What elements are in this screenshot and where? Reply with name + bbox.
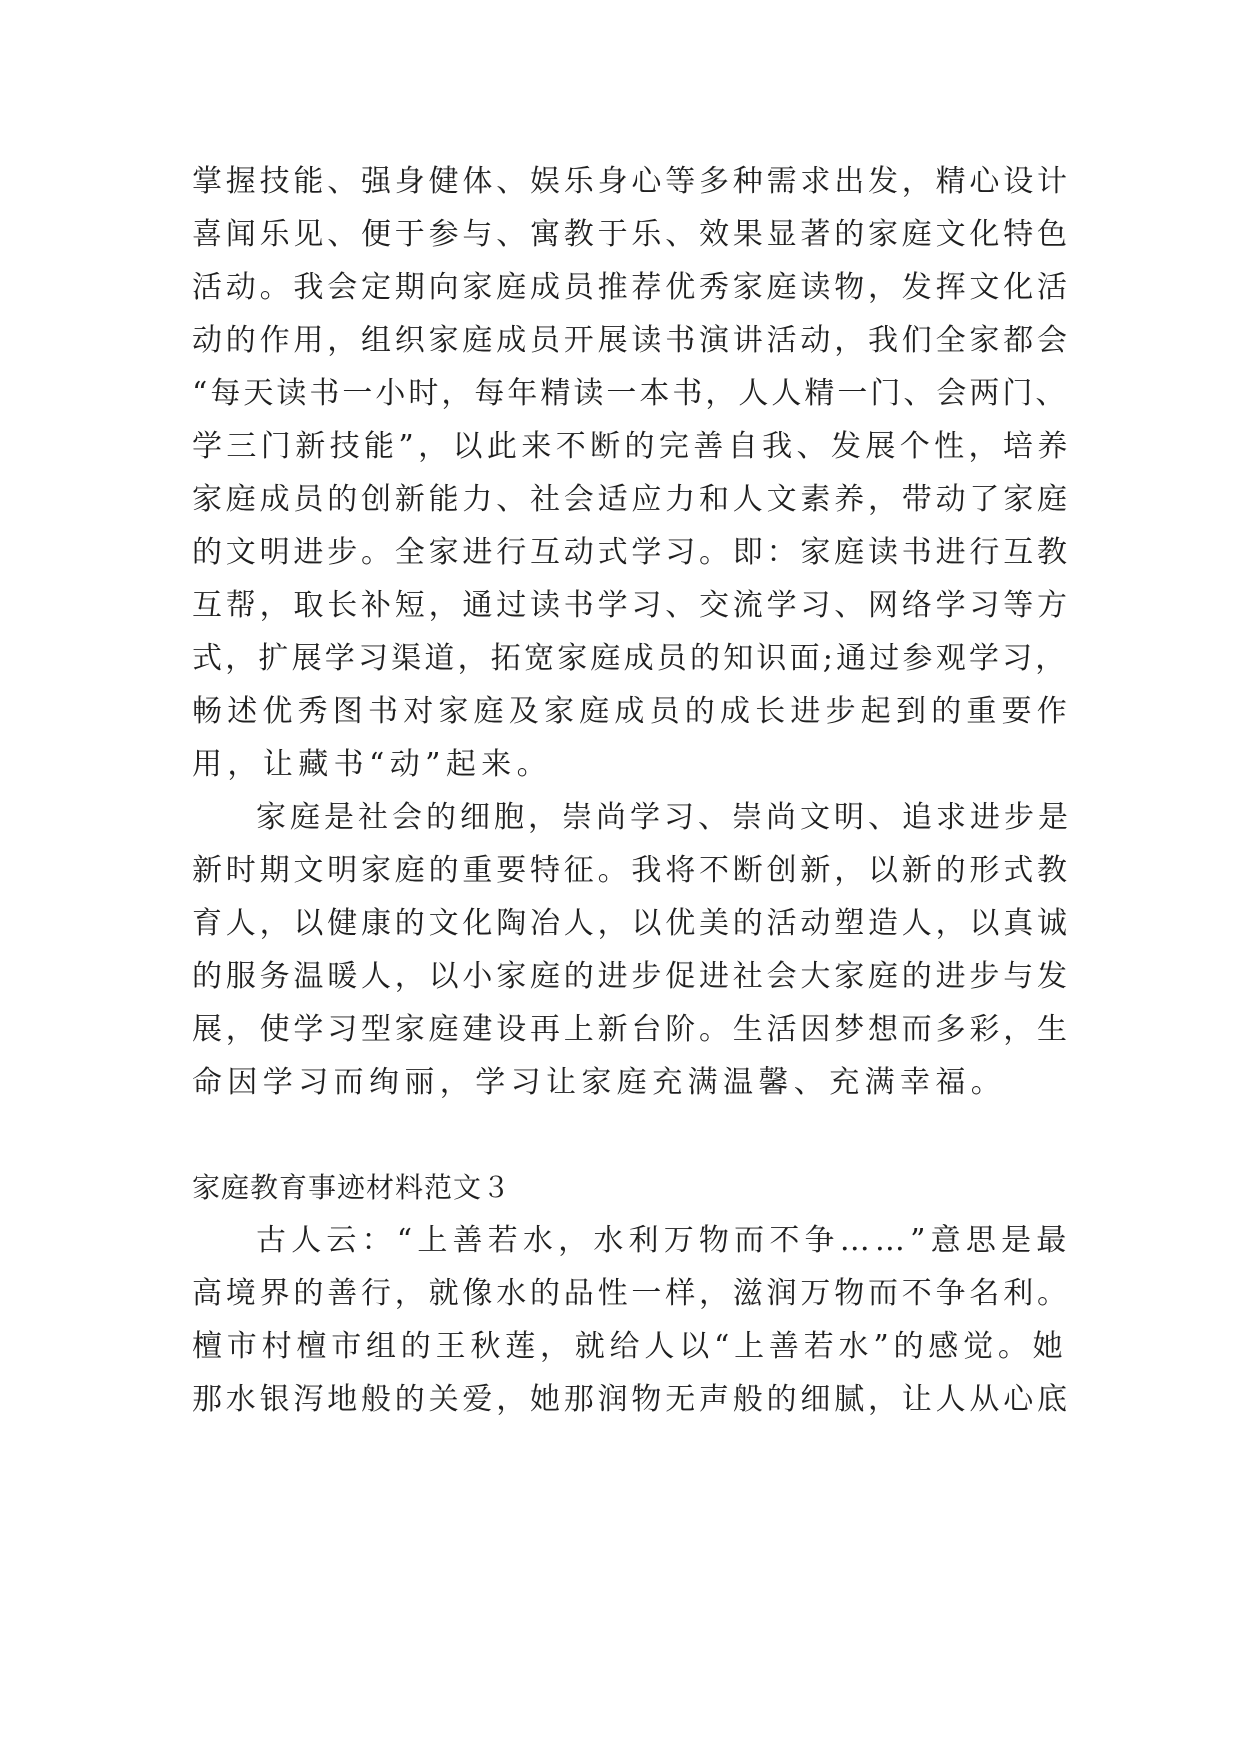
paragraph-2-line: 新时期文明家庭的重要特征。我将不断创新，以新的形式教 bbox=[192, 853, 1071, 888]
paragraph-1-line: 掌握技能、强身健体、娱乐身心等多种需求出发，精心设计 bbox=[192, 164, 1071, 199]
paragraph-1-line: 动的作用，组织家庭成员开展读书演讲活动，我们全家都会 bbox=[192, 323, 1071, 358]
section-heading: 家庭教育事迹材料范文３ bbox=[192, 1171, 512, 1204]
paragraph-1-line: 用，让藏书“动”起来。 bbox=[192, 747, 553, 782]
paragraph-1-line: 家庭成员的创新能力、社会适应力和人文素养，带动了家庭 bbox=[192, 482, 1071, 517]
paragraph-2-line: 家庭是社会的细胞，崇尚学习、崇尚文明、追求进步是 bbox=[256, 800, 1072, 835]
paragraph-3-line: 高境界的善行，就像水的品性一样，滋润万物而不争名利。 bbox=[192, 1276, 1071, 1311]
paragraph-1-line: 式，扩展学习渠道，拓宽家庭成员的知识面;通过参观学习， bbox=[192, 641, 1069, 676]
paragraph-3-line: 那水银泻地般的关爱，她那润物无声般的细腻，让人从心底 bbox=[192, 1382, 1071, 1417]
paragraph-1-line: “每天读书一小时，每年精读一本书，人人精一门、会两门、 bbox=[192, 376, 1069, 411]
paragraph-2-line: 展，使学习型家庭建设再上新台阶。生活因梦想而多彩，生 bbox=[192, 1012, 1071, 1047]
paragraph-3-line: 檀市村檀市组的王秋莲，就给人以“上善若水”的感觉。她 bbox=[192, 1329, 1068, 1364]
paragraph-2-line: 命因学习而绚丽，学习让家庭充满温馨、充满幸福。 bbox=[192, 1065, 1007, 1100]
paragraph-1-line: 活动。我会定期向家庭成员推荐优秀家庭读物，发挥文化活 bbox=[192, 270, 1071, 305]
paragraph-1-line: 学三门新技能”，以此来不断的完善自我、发展个性，培养 bbox=[192, 429, 1072, 464]
paragraph-2-line: 的服务温暖人，以小家庭的进步促进社会大家庭的进步与发 bbox=[192, 959, 1071, 994]
paragraph-1-line: 畅述优秀图书对家庭及家庭成员的成长进步起到的重要作 bbox=[192, 694, 1072, 729]
paragraph-1-line: 喜闻乐见、便于参与、寓教于乐、效果显著的家庭文化特色 bbox=[192, 217, 1071, 252]
paragraph-2-line: 育人，以健康的文化陶冶人，以优美的活动塑造人，以真诚 bbox=[192, 906, 1071, 941]
paragraph-1-line: 的文明进步。全家进行互动式学习。即：家庭读书进行互教 bbox=[192, 535, 1071, 570]
paragraph-3-line: 古人云：“上善若水，水利万物而不争……”意思是最 bbox=[256, 1223, 1072, 1258]
paragraph-1-line: 互帮，取长补短，通过读书学习、交流学习、网络学习等方 bbox=[192, 588, 1071, 623]
